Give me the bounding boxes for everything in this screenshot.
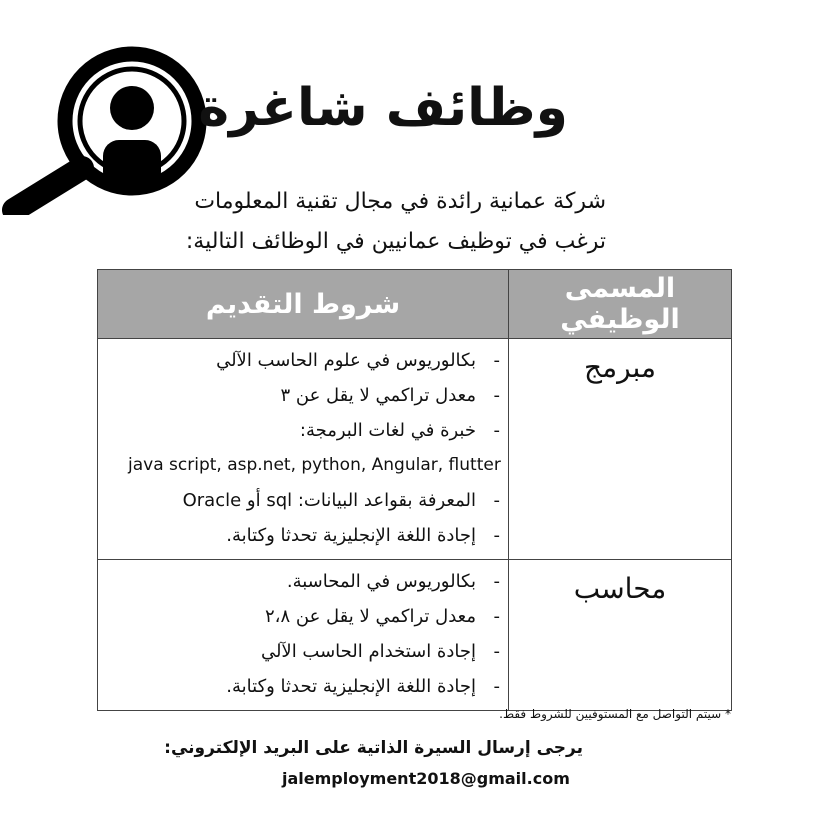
- bullet-dash: -: [493, 676, 500, 697]
- requirement-text: إجادة اللغة الإنجليزية تحدثا وكتابة.: [226, 525, 476, 546]
- requirement-text: إجادة اللغة الإنجليزية تحدثا وكتابة.: [226, 676, 476, 697]
- list-item: [98, 378, 508, 413]
- requirements-cell: [98, 560, 509, 711]
- list-item: [98, 599, 508, 634]
- job-title-accountant: محاسب: [509, 560, 732, 711]
- list-item: [98, 483, 508, 518]
- bullet-dash: -: [493, 606, 500, 627]
- page-title: وظائف شاغرة: [198, 78, 568, 138]
- requirement-text: معدل تراكمي لا يقل عن ٣: [280, 385, 476, 406]
- table-row: [98, 560, 732, 711]
- intro-line-1: شركة عمانية رائدة في مجال تقنية المعلومات: [194, 189, 606, 214]
- email-link[interactable]: jalemployment2018@gmail.com: [282, 769, 570, 788]
- bullet-dash: -: [493, 350, 500, 371]
- list-item: [98, 634, 508, 669]
- footnote: * سيتم التواصل مع المستوفيين للشروط فقط.: [499, 707, 731, 721]
- requirements-cell: [98, 339, 509, 560]
- requirement-text: المعرفة بقواعد البيانات: sql أو Oracle: [182, 490, 476, 511]
- header-job-title: المسمى الوظيفي: [509, 270, 732, 339]
- list-item: [98, 564, 508, 599]
- bullet-dash: -: [493, 525, 500, 546]
- header-requirements: شروط التقديم: [98, 270, 509, 339]
- intro-line-2: ترغب في توظيف عمانيين في الوظائف التالية:: [185, 229, 606, 254]
- bullet-dash: -: [493, 641, 500, 662]
- requirement-text: بكالوريوس في المحاسبة.: [286, 571, 476, 592]
- cv-instruction: يرجى إرسال السيرة الذاتية على البريد الإلكتروني:: [164, 738, 583, 758]
- table-header-row: [98, 270, 732, 339]
- programming-languages: java script, asp.net, python, Angular, flutter: [128, 455, 501, 475]
- jobs-table: [97, 269, 732, 711]
- bullet-dash: -: [493, 571, 500, 592]
- requirement-text: معدل تراكمي لا يقل عن ٢،٨: [265, 606, 476, 627]
- job-title-programmer: مبرمج: [509, 339, 732, 560]
- requirements-list: [98, 564, 508, 704]
- list-item: [98, 669, 508, 704]
- intro-text: [186, 182, 606, 262]
- requirements-list: [98, 343, 508, 553]
- list-item: [98, 518, 508, 553]
- requirement-text: بكالوريوس في علوم الحاسب الآلي: [216, 350, 476, 371]
- bullet-dash: -: [493, 420, 500, 441]
- requirement-text: إجادة استخدام الحاسب الآلي: [260, 641, 476, 662]
- table-row: [98, 339, 732, 560]
- list-item: [98, 413, 508, 448]
- requirement-text: خبرة في لغات البرمجة:: [299, 420, 476, 441]
- list-item: [98, 343, 508, 378]
- bullet-dash: -: [493, 490, 500, 511]
- bullet-dash: -: [493, 385, 500, 406]
